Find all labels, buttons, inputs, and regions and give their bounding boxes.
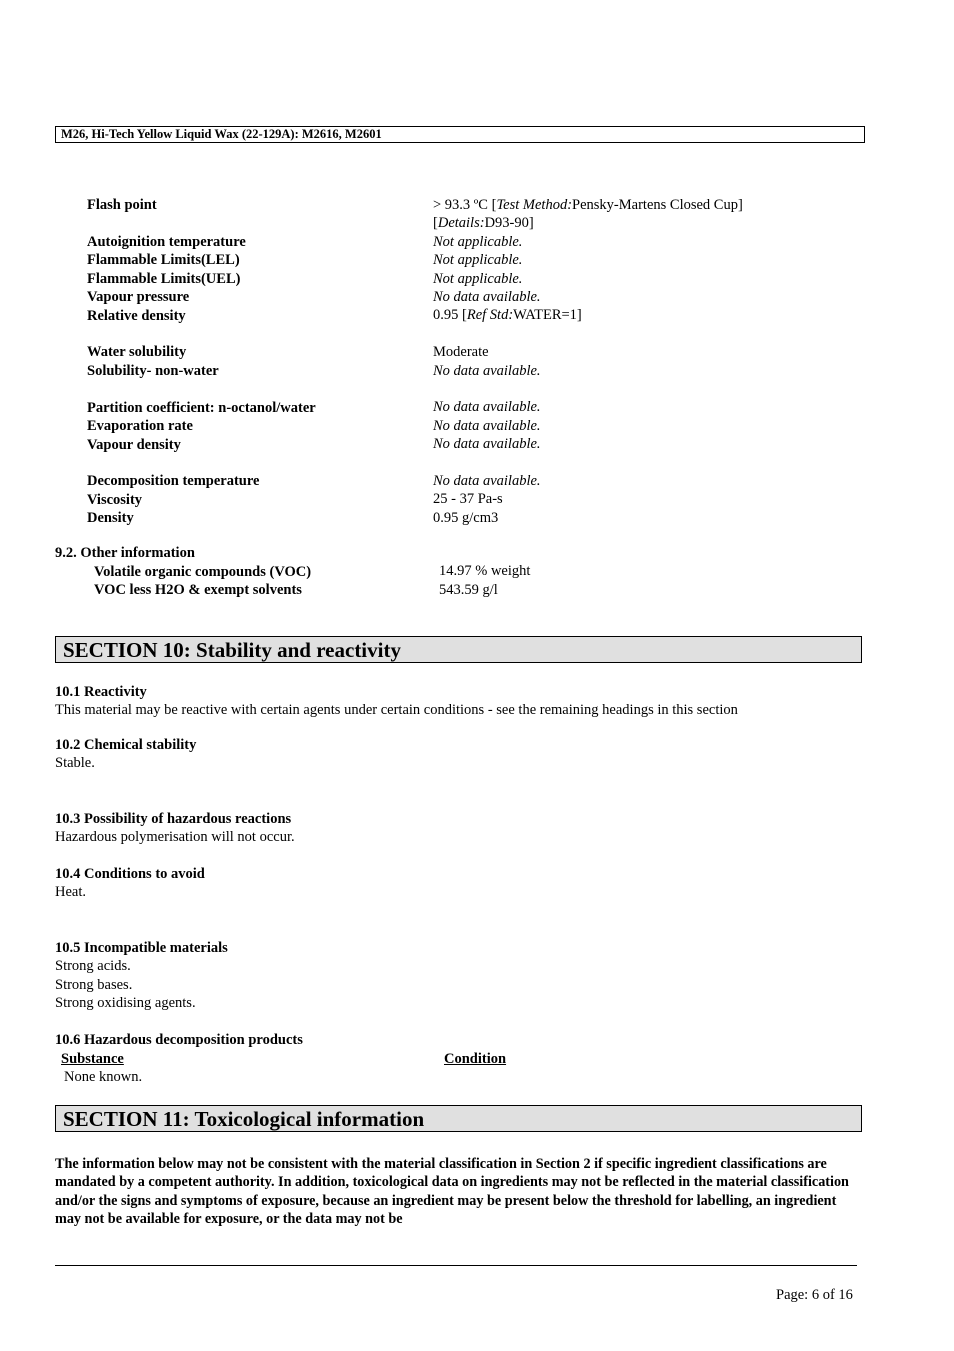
value-relative-density: 0.95 [Ref Std:WATER=1] — [433, 307, 582, 323]
reactivity-text: This material may be reactive with certain agents under certain conditions - see the remaining headings in this section — [55, 702, 738, 718]
toxicological-disclaimer: The information below may not be consistent with the material classification in Section 2 if specific ingredient classifications are mandated by a competent authority. In addition, toxicological data on ingredients may not be reflected in the material classification and/or the signs and symptoms of exposure, because an ingredient may be present below the threshold for labelling, an ingredient may not be available for exposure, or the data may not be — [55, 1156, 849, 1228]
value-evaporation: No data available. — [433, 418, 541, 434]
value-vapour-pressure: No data available. — [433, 289, 541, 305]
section-10-banner — [55, 636, 862, 663]
incompatible-item: Strong bases. — [55, 977, 133, 993]
label-vapour-density: Vapour density — [87, 437, 181, 453]
value-density: 0.95 g/cm3 — [433, 510, 499, 526]
label-partition: Partition coefficient: n-octanol/water — [87, 400, 316, 416]
value-vapour-density: No data available. — [433, 436, 541, 452]
decomposition-none: None known. — [64, 1069, 143, 1085]
decomposition-products-heading: 10.6 Hazardous decomposition products — [55, 1032, 303, 1048]
conditions-to-avoid-text: Heat. — [55, 884, 86, 900]
column-substance: Substance — [61, 1051, 124, 1067]
value-partition: No data available. — [433, 399, 541, 415]
label-relative-density: Relative density — [87, 308, 186, 324]
chemical-stability-text: Stable. — [55, 755, 95, 771]
value-autoignition: Not applicable. — [433, 234, 523, 250]
section-11-title: SECTION 11: Toxicological information — [63, 1107, 425, 1131]
label-viscosity: Viscosity — [87, 492, 143, 508]
label-uel: Flammable Limits(UEL) — [87, 271, 241, 287]
column-condition: Condition — [444, 1051, 507, 1067]
label-lel: Flammable Limits(LEL) — [87, 252, 240, 268]
value-lel: Not applicable. — [433, 252, 523, 268]
value-flash-point-details: [Details:D93-90] — [433, 215, 534, 231]
incompatible-item: Strong oxidising agents. — [55, 995, 196, 1011]
value-water-solubility: Moderate — [433, 344, 489, 360]
label-evaporation: Evaporation rate — [87, 418, 193, 434]
value-flash-point: > 93.3 ºC [Test Method:Pensky-Martens Closed Cup] — [433, 197, 743, 213]
value-voc-less: 543.59 g/l — [439, 582, 498, 598]
other-info-heading: 9.2. Other information — [55, 545, 195, 561]
section-10-title: SECTION 10: Stability and reactivity — [63, 638, 401, 662]
hazardous-reactions-heading: 10.3 Possibility of hazardous reactions — [55, 811, 292, 827]
value-uel: Not applicable. — [433, 271, 523, 287]
hazardous-reactions-text: Hazardous polymerisation will not occur. — [55, 829, 295, 845]
chemical-stability-heading: 10.2 Chemical stability — [55, 737, 197, 753]
label-voc-less: VOC less H2O & exempt solvents — [94, 582, 302, 598]
incompatible-item: Strong acids. — [55, 958, 131, 974]
reactivity-heading: 10.1 Reactivity — [55, 684, 147, 700]
section-11-banner — [55, 1105, 862, 1132]
value-solubility-non-water: No data available. — [433, 363, 541, 379]
label-density: Density — [87, 510, 134, 526]
label-decomposition: Decomposition temperature — [87, 473, 260, 489]
page-number: Page: 6 of 16 — [776, 1287, 853, 1303]
label-voc: Volatile organic compounds (VOC) — [94, 564, 312, 580]
label-flash-point: Flash point — [87, 197, 157, 213]
label-vapour-pressure: Vapour pressure — [87, 289, 190, 305]
incompatible-materials-heading: 10.5 Incompatible materials — [55, 940, 228, 956]
value-viscosity: 25 - 37 Pa-s — [433, 491, 503, 507]
value-voc: 14.97 % weight — [439, 563, 531, 579]
product-title: M26, Hi-Tech Yellow Liquid Wax (22-129A): M2616, M2601 — [61, 127, 382, 141]
document-header — [55, 126, 865, 143]
value-decomposition: No data available. — [433, 473, 541, 489]
footer-divider — [55, 1265, 857, 1266]
label-solubility-non-water: Solubility- non-water — [87, 363, 219, 379]
conditions-to-avoid-heading: 10.4 Conditions to avoid — [55, 866, 205, 882]
label-water-solubility: Water solubility — [87, 344, 187, 360]
label-autoignition: Autoignition temperature — [87, 234, 246, 250]
